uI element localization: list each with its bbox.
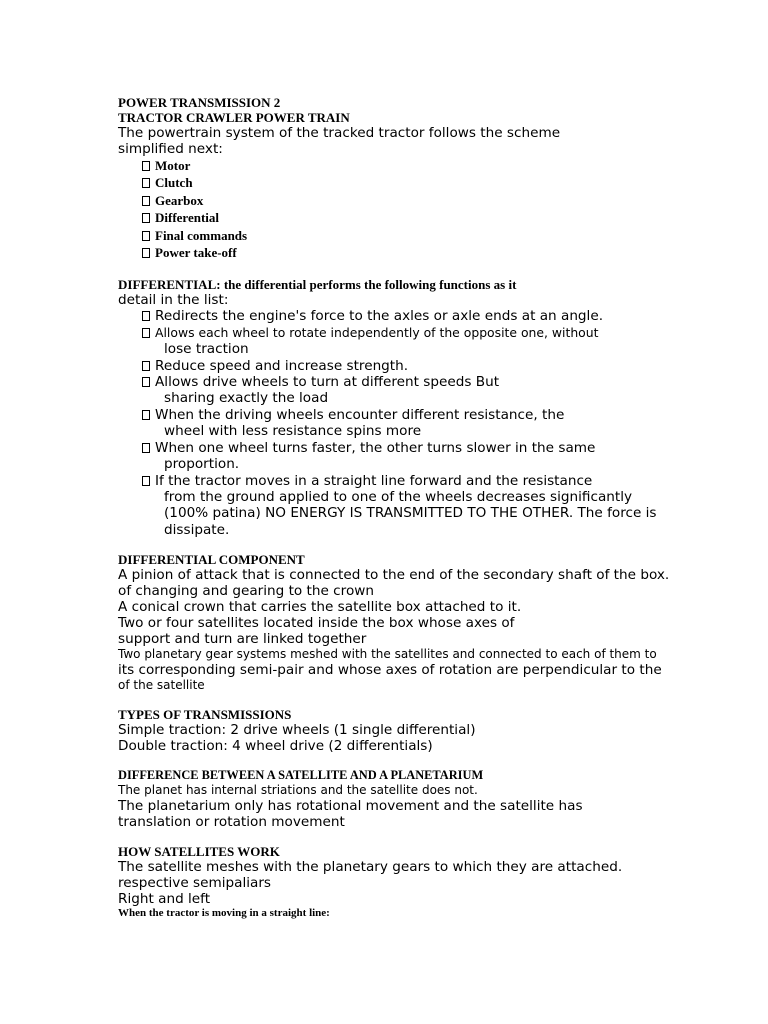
function-text-continued: wheel with less resistance spins more bbox=[164, 423, 422, 440]
how-line: respective semipaliars bbox=[118, 875, 272, 892]
list-item bbox=[142, 325, 718, 358]
component-line: of changing and gearing to the crown bbox=[118, 583, 374, 600]
function-text-continued: lose traction bbox=[164, 341, 249, 358]
bullet-glyph-icon bbox=[142, 248, 150, 258]
list-item bbox=[142, 440, 718, 473]
component-line: A conical crown that carries the satellite box attached to it. bbox=[118, 599, 522, 616]
function-text-continued: sharing exactly the load bbox=[164, 390, 329, 407]
how-line: The satellite meshes with the planetary gears to which they are attached. bbox=[118, 859, 623, 876]
function-first-line bbox=[142, 358, 718, 374]
function-first-line bbox=[142, 473, 718, 489]
bullet-glyph-icon bbox=[142, 410, 150, 420]
bullet-glyph-icon bbox=[142, 213, 150, 223]
component-heading: DIFFERENTIAL COMPONENT bbox=[118, 552, 305, 568]
bullet-glyph-icon bbox=[142, 443, 150, 453]
function-first-line bbox=[142, 308, 718, 324]
function-text: If the tractor moves in a straight line forward and the resistance bbox=[155, 472, 593, 489]
function-text-continued: proportion. bbox=[164, 456, 240, 473]
component-line: its corresponding semi-pair and whose axes of rotation are perpendicular to the bbox=[118, 662, 662, 679]
doc-subtitle: TRACTOR CRAWLER POWER TRAIN bbox=[118, 110, 350, 125]
difference-line: The planet has internal striations and the satellite does not. bbox=[118, 783, 478, 798]
function-first-line bbox=[142, 374, 718, 390]
how-line: Right and left bbox=[118, 891, 211, 908]
intro-line-1: The powertrain system of the tracked tractor follows the scheme bbox=[118, 125, 561, 141]
types-line: Simple traction: 2 drive wheels (1 single differential) bbox=[118, 722, 476, 739]
types-line: Double traction: 4 wheel drive (2 differentials) bbox=[118, 738, 433, 755]
function-text-continued: dissipate. bbox=[164, 521, 230, 538]
function-text: Allows drive wheels to turn at different speeds But bbox=[155, 374, 500, 391]
function-text: When one wheel turns faster, the other turns slower in the same bbox=[155, 439, 596, 456]
differential-heading: DIFFERENTIAL: the differential performs the following functions as it bbox=[118, 277, 517, 293]
document-page bbox=[118, 95, 718, 920]
bullet-glyph-icon bbox=[142, 311, 150, 321]
powertrain-components-list bbox=[118, 157, 718, 261]
bullet-glyph-icon bbox=[142, 476, 150, 486]
types-heading: TYPES OF TRANSMISSIONS bbox=[118, 707, 292, 723]
component-line: of the satellite bbox=[118, 678, 205, 693]
bullet-glyph-icon bbox=[142, 361, 150, 371]
function-text-continued: from the ground applied to one of the wheels decreases significantly bbox=[164, 488, 633, 505]
list-item bbox=[142, 407, 718, 440]
list-item: Power take-off bbox=[142, 244, 718, 261]
bullet-glyph-icon bbox=[142, 328, 150, 338]
list-item bbox=[142, 308, 718, 324]
component-line: A pinion of attack that is connected to the end of the secondary shaft of the box. bbox=[118, 567, 670, 584]
list-item: Final commands bbox=[142, 227, 718, 244]
function-text-continued: (100% patina) NO ENERGY IS TRANSMITTED TO THE OTHER. The force is bbox=[164, 505, 657, 522]
function-text: When the driving wheels encounter different resistance, the bbox=[155, 406, 565, 423]
list-item bbox=[142, 473, 718, 539]
differential-functions-list bbox=[118, 308, 718, 538]
list-item: Motor bbox=[142, 157, 718, 174]
function-first-line bbox=[142, 440, 718, 456]
component-line: Two planetary gear systems meshed with the satellites and connected to each of them to bbox=[118, 647, 657, 662]
component-line: Two or four satellites located inside the box whose axes of bbox=[118, 615, 515, 632]
difference-heading: DIFFERENCE BETWEEN A SATELLITE AND A PLANETARIUM bbox=[118, 768, 484, 783]
doc-title: POWER TRANSMISSION 2 bbox=[118, 95, 281, 110]
list-item: Clutch bbox=[142, 174, 718, 191]
bullet-glyph-icon bbox=[142, 231, 150, 241]
bullet-glyph-icon bbox=[142, 196, 150, 206]
intro-line-2: simplified next: bbox=[118, 141, 223, 157]
difference-line: translation or rotation movement bbox=[118, 814, 345, 831]
how-heading: HOW SATELLITES WORK bbox=[118, 844, 280, 860]
bullet-glyph-icon bbox=[142, 178, 150, 188]
list-item bbox=[142, 358, 718, 374]
difference-line: The planetarium only has rotational movement and the satellite has bbox=[118, 798, 583, 815]
how-line: When the tractor is moving in a straight line: bbox=[118, 907, 330, 920]
differential-heading-cont: detail in the list: bbox=[118, 292, 229, 309]
function-text: Reduce speed and increase strength. bbox=[155, 357, 409, 374]
bullet-glyph-icon bbox=[142, 377, 150, 387]
function-text: Redirects the engine's force to the axles or axle ends at an angle. bbox=[155, 308, 604, 325]
function-text: Allows each wheel to rotate independently of the opposite one, without bbox=[155, 324, 599, 340]
list-item: Gearbox bbox=[142, 192, 718, 209]
bullet-glyph-icon bbox=[142, 161, 150, 171]
list-item: Differential bbox=[142, 209, 718, 226]
function-first-line bbox=[142, 325, 718, 341]
list-item bbox=[142, 374, 718, 407]
function-first-line bbox=[142, 407, 718, 423]
component-line: support and turn are linked together bbox=[118, 631, 367, 648]
